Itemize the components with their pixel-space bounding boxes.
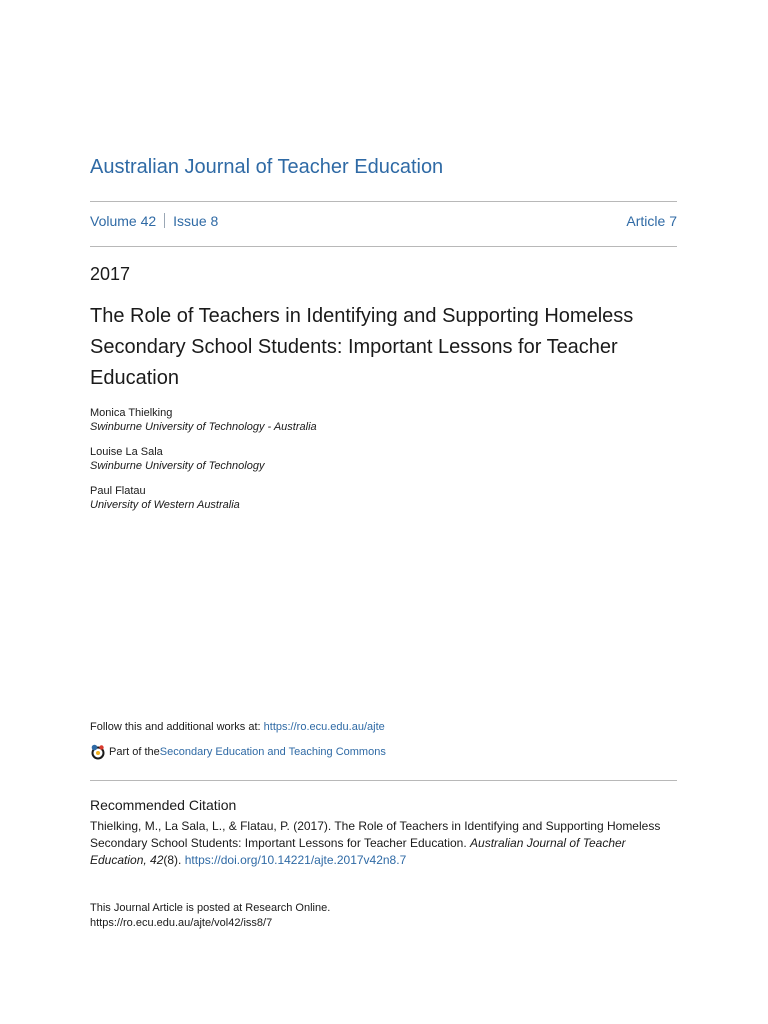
network-icon — [90, 744, 106, 760]
top-divider — [90, 201, 677, 202]
author-entry — [90, 406, 590, 434]
commons-link[interactable]: Secondary Education and Teaching Commons — [159, 746, 386, 758]
follow-label: Follow this and additional works at: — [90, 721, 264, 733]
citation-journal: Australian Journal of Teacher Education, 42 — [90, 836, 626, 867]
author-name: Paul Flatau — [90, 485, 146, 497]
journal-title-link[interactable]: Australian Journal of Teacher Education — [90, 156, 444, 178]
author-affiliation: University of Western Australia — [90, 499, 240, 511]
issue-info-row — [90, 213, 677, 229]
article-title: The Role of Teachers in Identifying and Supporting Homeless Secondary School Students: Important Lessons for Teacher Education — [90, 305, 634, 389]
commons-prefix: Part of the — [109, 746, 160, 758]
author-name: Monica Thielking — [90, 407, 173, 419]
publication-year: 2017 — [90, 264, 131, 284]
volume-link[interactable]: Volume 42 — [90, 213, 157, 229]
citation-body: Thielking, M., La Sala, L., & Flatau, P. (2017). The Role of Teachers in Identifying and Supporting Homeless Secondary School Students: Important Lessons for Teacher Education. — [90, 819, 661, 850]
author-affiliation: Swinburne University of Technology — [90, 460, 265, 472]
posted-url[interactable]: https://ro.ecu.edu.au/ajte/vol42/iss8/7 — [90, 917, 273, 929]
follow-works-line — [90, 721, 385, 733]
citation-issue: (8). — [163, 853, 185, 867]
author-affiliation: Swinburne University of Technology - Australia — [90, 421, 317, 433]
issue-separator — [164, 213, 165, 228]
citation-text — [90, 818, 680, 869]
citation-divider — [90, 780, 677, 781]
author-entry — [90, 484, 590, 512]
issue-link[interactable]: Issue 8 — [173, 213, 219, 229]
commons-line — [90, 744, 386, 760]
posted-notice — [90, 901, 330, 931]
article-number-link[interactable]: Article 7 — [626, 213, 677, 229]
doi-link[interactable]: https://doi.org/10.14221/ajte.2017v42n8.7 — [184, 853, 407, 867]
author-name: Louise La Sala — [90, 446, 163, 458]
issue-divider — [90, 246, 677, 247]
repository-link[interactable]: https://ro.ecu.edu.au/ajte — [263, 721, 385, 733]
posted-line: This Journal Article is posted at Research Online. — [90, 902, 331, 914]
author-entry — [90, 445, 590, 473]
citation-heading: Recommended Citation — [90, 797, 237, 813]
author-list — [90, 406, 590, 523]
